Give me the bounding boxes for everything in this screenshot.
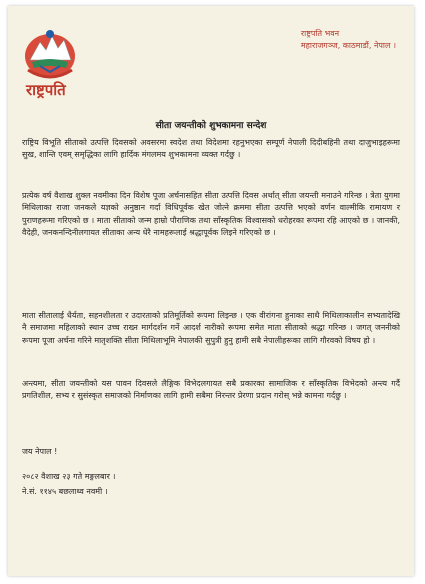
message-paragraph-4: अन्त्यमा, सीता जयन्तीको यस पावन दिवसले लैङ्गिक विभेदलगायत सबै प्रकारका सामाजिक र साँस्कृतिक विभेदको अन्त्य गर्दै प्रगतिशील, सभ्य र सुसंस्कृत समाजको निर्माणका लागि हामी सबैमा निरन्तर प्रेरणा प्रदान गरोस् भन्ने कामना गर्दछु । — [22, 379, 400, 401]
letterhead-address-block — [301, 28, 396, 52]
office-address: महाराजगञ्ज, काठमाडौं, नेपाल । — [300, 41, 396, 50]
message-paragraph-2: प्रत्येक वर्ष वैशाख शुक्ल नवमीका दिन विशेष पूजा अर्चनासहित सीता उत्पत्ति दिवस अर्थात् सीता जयन्ती मनाउने गरिन्छ । त्रेता युगमा मिथिलाका राजा जनकले यज्ञको अनुष्ठान गर्दा विधिपूर्वक खेत जोत्ने क्रममा सीता उत्पत्ति भएको वर्णन वाल्मीकि रामायण र पुराणहरूमा गरिएको छ । माता सीताको जन्म हाम्रो पौराणिक तथा साँस्कृतिक विश्वासको धरोहरका रूपमा रहि आएको छ । जानकी, वैदेही, जनकनन्दिनीलगायत सीताका अन्य धेरै नामहरूलाई श्रद्धापूर्वक लिइने गरिएको छ । — [22, 191, 400, 238]
office-name: राष्ट्रपति भवन — [300, 29, 340, 38]
letter-page — [8, 6, 414, 576]
message-paragraph-1: राष्ट्रिय विभूति सीताको उत्पत्ति दिवसको अवसरमा स्वदेश तथा विदेशमा रहनुभएका सम्पूर्ण नेपाली दिदीबहिनी तथा दाजुभाइहरूमा सुख, शान्ति एवम् समृद्धिका लागि हार्दिक मंगलमय शुभकामना व्यक्त गर्दछु । — [22, 138, 400, 160]
message-paragraph-3: माता सीतालाई धैर्यता, सहनशीलता र उदारताको प्रतिमूर्तिको रूपमा लिइन्छ । एक वीरांगना हुनाका साथै मिथिलाकालीन सभ्यतादेखि नै समाजमा महिलाको स्थान उच्च राख्न मार्गदर्शन गर्ने आदर्श नारीको रूपमा समेत माता सीताको श्रद्धा गरिन्छ । जगत् जननीको रूपमा पूजा अर्चना गरिने मातृशक्ति सीता मिथिलाभूमि नेपालकी सुपुत्री हुनु हामी सबै नेपालीहरूका लागि गौरवको विषय हो । — [22, 311, 400, 345]
date-nepal-sambat: ने.सं. ११४५ बछलाथ्व नवमी । — [22, 487, 108, 496]
nepal-coat-of-arms-icon — [22, 26, 78, 82]
emblem-caption: राष्ट्रपति — [26, 81, 66, 99]
date-bikram-sambat: २०८२ वैशाख २३ गते मङ्गलबार । — [22, 472, 116, 481]
closing-greeting: जय नेपाल ! — [22, 447, 58, 456]
message-subject: सीता जयन्तीको शुभकामना सन्देश — [155, 121, 267, 131]
